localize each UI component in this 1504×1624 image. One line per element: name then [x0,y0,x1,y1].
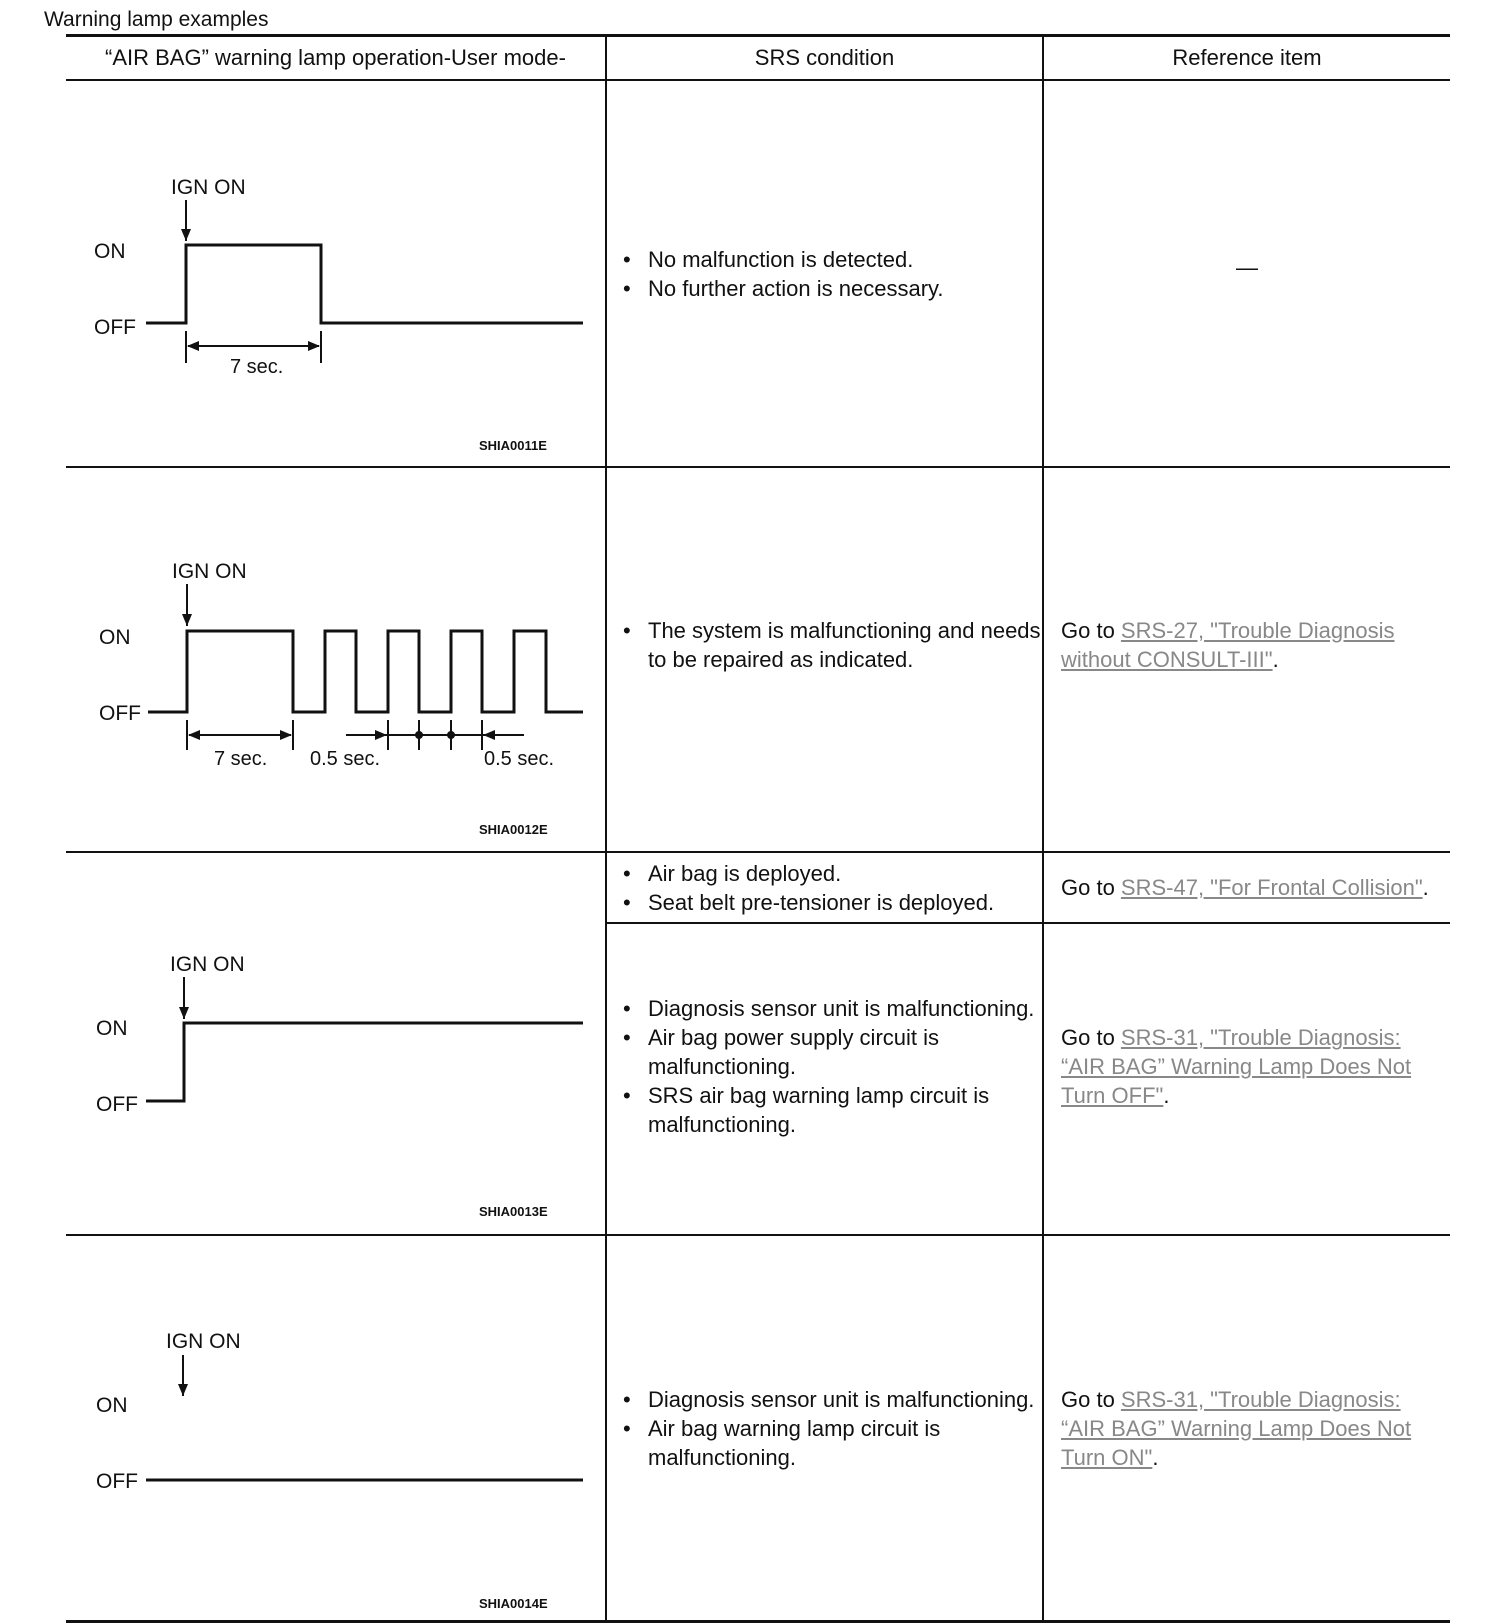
reference-suffix: . [1163,1083,1170,1108]
lamp-diagram-off [66,1236,605,1620]
condition-item: • Air bag is deployed. [607,859,1042,888]
duration-label: 7 sec. [214,748,268,770]
condition-item: • Diagnosis sensor unit is malfunctioning. [607,994,1042,1023]
table-caption: Warning lamp examples [44,8,269,31]
reference-cell-steady-on [1044,924,1450,1234]
reference-link[interactable]: SRS-47, "For Frontal Collision" [1120,875,1423,900]
reference-cell-malfunction [1044,468,1450,851]
condition-cell-off [607,1236,1042,1620]
off-label: OFF [96,1093,138,1116]
on-label: ON [99,626,131,649]
condition-item: • Air bag power supply circuit is malfunctioning. [607,1023,1042,1081]
off-label: OFF [96,1470,138,1493]
ign-on-label: IGN ON [170,953,245,976]
condition-item: • Seat belt pre-tensioner is deployed. [607,888,1042,917]
reference-prefix: Go to [1061,875,1121,900]
off-label: OFF [94,316,136,339]
reference-prefix: Go to [1061,1386,1121,1412]
lamp-diagram-normal [66,81,605,466]
condition-item: • Air bag warning lamp circuit is malfunctioning. [607,1414,1042,1472]
figure-code: SHIA0014E [479,1596,548,1611]
reference-suffix: . [1272,646,1279,672]
reference-none: — [1236,255,1258,280]
ign-on-arrow-icon [178,1384,188,1396]
reference-link[interactable]: SRS-31, "Trouble Diagnosis: “AIR BAG” Warning Lamp Does Not Turn OFF" [1061,1025,1412,1108]
reference-suffix: . [1152,1444,1159,1470]
header-srs-condition: SRS condition [754,45,895,70]
ign-on-arrow-icon [179,1007,189,1019]
on-label: ON [94,240,126,263]
figure-code: SHIA0012E [479,822,548,837]
lamp-diagram-steady-on [66,853,605,1236]
off-label: OFF [99,702,141,725]
reference-link[interactable]: SRS-27, "Trouble Diagnosis without CONSULT-III" [1061,617,1395,672]
ign-on-arrow-icon [181,229,191,241]
reference-cell-off [1044,1236,1450,1620]
condition-item: • Diagnosis sensor unit is malfunctioning. [607,1385,1042,1414]
on-label: ON [96,1394,128,1417]
blink-interval-label: 0.5 sec. [484,748,555,770]
ign-on-arrow-icon [182,614,192,626]
figure-code: SHIA0011E [479,438,547,453]
reference-prefix: Go to [1061,617,1121,643]
table-bottom-rule [66,1620,1450,1623]
on-label: ON [96,1017,128,1040]
condition-cell-steady-on [607,924,1042,1234]
lamp-diagram-blinking [66,468,605,851]
header-reference-item: Reference item [1172,45,1322,70]
condition-item: • SRS air bag warning lamp circuit is malfunctioning. [607,1081,1042,1139]
lamp-signal-line [146,1023,583,1101]
ign-on-label: IGN ON [172,560,247,583]
blink-interval-label: 0.5 sec. [310,748,381,770]
lamp-signal-line [148,631,583,712]
header-lamp-operation: “AIR BAG” warning lamp operation-User mode- [105,45,566,70]
ign-on-label: IGN ON [171,176,246,199]
condition-item: • No malfunction is detected. [607,245,1042,274]
reference-suffix: . [1422,875,1429,900]
condition-cell-normal [607,81,1042,466]
condition-item: • The system is malfunctioning and needs to be repaired as indicated. [607,616,1042,674]
condition-item: • No further action is necessary. [607,274,1042,303]
ign-on-label: IGN ON [166,1330,241,1353]
condition-cell-malfunction [607,468,1042,851]
reference-cell-deployed [1044,853,1450,922]
condition-cell-deployed [607,853,1042,922]
duration-label: 7 sec. [230,356,284,378]
lamp-signal-line [146,245,583,323]
reference-link[interactable]: SRS-31, "Trouble Diagnosis: “AIR BAG” Warning Lamp Does Not Turn ON" [1061,1386,1412,1470]
reference-prefix: Go to [1061,1025,1121,1050]
figure-code: SHIA0013E [479,1204,548,1219]
